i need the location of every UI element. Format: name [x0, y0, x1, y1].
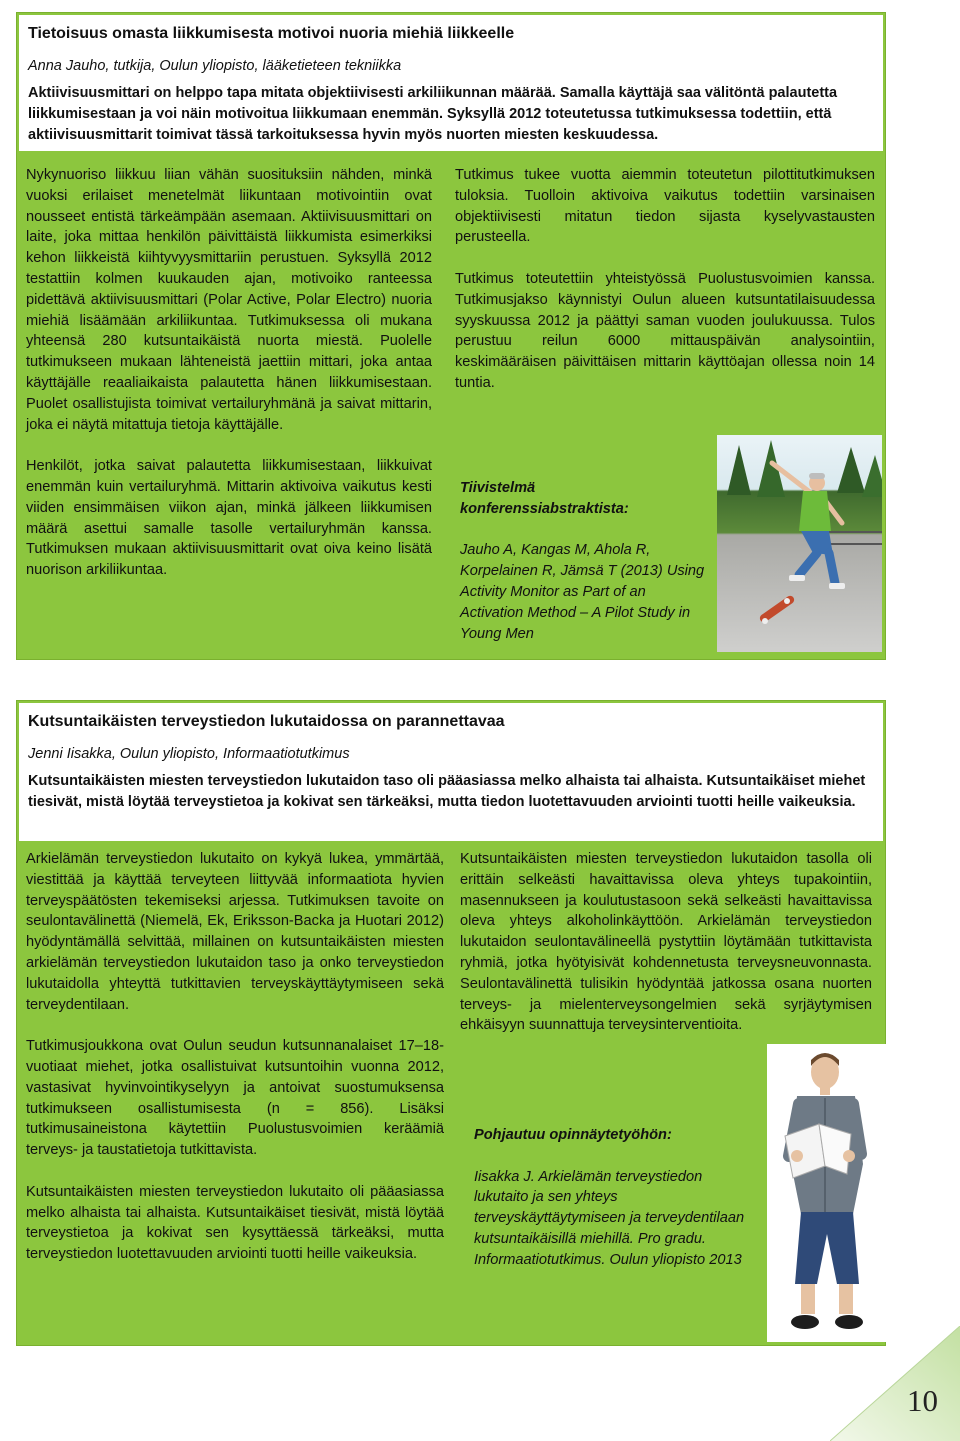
article-title: Tietoisuus omasta liikkumisesta motivoi nuoria miehiä liikkeelle [28, 25, 515, 42]
article-header [17, 13, 885, 153]
skateboarder-illustration [717, 435, 882, 652]
thesis-citation: Iisakka J. Arkielämän terveystiedon lukutaito ja sen yhteys terveyskäyttäytymiseen ja terveydentilaan kutsuntaikäisillä miehillä. Pro gradu. Informaatiotutkimus. Oulun yliopisto 2013 [474, 1168, 745, 1268]
article-header [17, 701, 885, 843]
page-number: 10 [907, 1383, 938, 1418]
article-activity-monitor [16, 12, 886, 660]
article-author: Anna Jauho, tutkija, Oulun yliopisto, lääketieteen tekniikka [28, 58, 402, 74]
skateboarder-photo [717, 435, 882, 652]
left-column [26, 165, 432, 581]
page-corner-decoration [830, 1326, 960, 1441]
abstract-reference [460, 478, 705, 644]
right-column [455, 165, 875, 394]
thesis-heading: Pohjautuu opinnäytetyöhön: [474, 1127, 672, 1143]
young-man-reading-photo [767, 1044, 887, 1342]
paragraph: Kutsuntaikäisten miesten terveystiedon lukutaito oli pääasiassa melko alhaista tai alhaista. Kutsuntaikäiset tiesivät, mistä löytää terveystietoa ja kokivat sen kysyttäessä tärkeäksi, mutta terveystiedon luotettavuuden arviointi tuotti heille vaikeuksia. [26, 1183, 444, 1263]
article-lead: Aktiivisuusmittari on helppo tapa mitata objektiivisesti arkiliikunnan määrää. Samalla käyttäjä saa välitöntä palautetta liikkumisestaan ja voi näin motivoitua liikkumaan enemmän. Syksyllä 2012 toteutetussa tutkimuksessa todettiin, että aktiivisuusmittarit toimivat tässä tarkoituksessa hyvin myös nuorten miesten keskuudessa. [28, 85, 838, 143]
abstract-heading: Tiivistelmä konferenssiabstraktista: [460, 480, 629, 517]
paragraph: Kutsuntaikäisten miesten terveystiedon lukutaidon tasolla oli erittäin selkeästi havaittavissa oleva yhteys tupakointiin, masennukseen ja koulutustasoon sekä selkeästi havaittavissa oleva yhteys alkoholinkäyttöön. Arkielämän terveystiedon lukutaidon seulontavälineellä pystyttiin löytämään tutkittavista ryhmiä, jotka hyötyisivät kohdennetusta terveysneuvonnasta. Seulontavälinettä tulisikin hyödyntää jatkossa osana nuorten terveys- ja mielenterveysongelmien sekä syrjäytymisen ehkäisyyn suunnattuja terveysinterventioita. [460, 851, 872, 1034]
paragraph: Arkielämän terveystiedon lukutaito on kykyä lukea, ymmärtää, viestittää ja käyttää terveyteen liittyvää informaatiota hyvien terveyspäätösten tekemiseksi arjessa. Tutkimuksen tavoite on seulontavälinettä (Niemelä, Ek, Eriksson-Backa ja Huotari 2012) hyödyntämällä selvittää, millainen on kutsuntaikäisten miesten arkielämän terveystiedon lukutaidon taso ja onko terveystiedon lukutaidolla yhteyttä tutkittavien terveyskäyttäytymiseen sekä terveydentilaan. [26, 851, 444, 1013]
article-title: Kutsuntaikäisten terveystiedon lukutaidossa on parannettavaa [28, 713, 505, 730]
article-author: Jenni Iisakka, Oulun yliopisto, Informaatiotutkimus [28, 746, 350, 762]
right-column [460, 849, 872, 1036]
thesis-reference [474, 1125, 749, 1271]
paragraph: Henkilöt, jotka saivat palautetta liikkumisestaan, liikkuivat enemmän kuin vertailuryhmä. Mittarin aktivoiva vaikutus kesti viiden ensimmäisen viikon ajan, minkä jälkeen liikkumisen määrä asettui samalle tasolle vertailuryhmän kanssa. Tutkimuksen mukaan aktiivisuusmittarit ovat oiva keino lisätä nuorison arkiliikuntaa. [26, 458, 432, 579]
paragraph: Tutkimus tukee vuotta aiemmin toteutetun pilottitutkimuksen tuloksia. Tuolloin aktivoiva vaikutus todettiin varsinaisen objektiivisesti mitatun tiedon sijasta kyselyvastausten perusteella. [455, 167, 875, 246]
young-man-illustration [767, 1044, 887, 1342]
left-column [26, 849, 444, 1265]
article-health-literacy [16, 700, 886, 1346]
paragraph: Tutkimus toteutettiin yhteistyössä Puolustusvoimien kanssa. Tutkimusjakso käynnistyi Oulun alueen kutsuntatilaisuudessa syyskuussa 2012 ja päättyi saman vuoden joulukuussa. Tulos perustuu reilun 6000 mittauspäivän analysointiin, keskimääräisen päivittäisen mittarin käyttöajan ollessa noin 14 tuntia. [455, 270, 875, 391]
abstract-citation: Jauho A, Kangas M, Ahola R, Korpelainen R, Jämsä T (2013) Using Activity Monitor as Part of an Activation Method – A Pilot Study in Young Men [460, 542, 705, 642]
paragraph: Tutkimusjoukkona ovat Oulun seudun kutsunnanalaiset 17–18-vuotiaat miehet, jotka osallistuivat kutsuntoihin vuonna 2012, vastasivat hyvinvointikyselyyn ja antoivat suostumuksensa tutkimukseen osallistumisesta (n = 856). Lisäksi tutkimusaineistona käytettiin Puolustusvoimien keräämiä terveys- ja taustatietoja tutkittavista. [26, 1038, 444, 1159]
paragraph: Nykynuoriso liikkuu liian vähän suosituksiin nähden, minkä vuoksi erilaiset menetelmät liikuntaan motivointiin ovat nousseet entistä tärkeämpään asemaan. Aktiivisuusmittari on laite, joka mittaa henkilön päivittäistä liikkumista esimerkiksi kehon liikkeistä kiihtyvyysmittariin perustuen. Syksyllä 2012 testattiin kolmen kuukauden ajan, motivoiko ranteessa pidettävä aktiivisuusmittari (Polar Active, Polar Electro) nuoria miehiä lisäämään arkiliikuntaa. Tutkimuksessa oli mukana yhteensä 280 kutsuntaikäistä nuorta miestä. Puolelle tutkimukseen mukaan lähteneistä jaettiin mittari, joka antaa käyttäjälle reaaliaikaista palautetta hänen liikkumisestaan. Puolet osallistujista toimivat vertailuryhmänä ja saivat mittarin, joka ei näytä mitattuja tietoja käyttäjälle. [26, 167, 432, 433]
article-lead: Kutsuntaikäisten miesten terveystiedon lukutaidon taso oli pääasiassa melko alhaista tai alhaista. Kutsuntaikäiset miehet tiesivät, mistä löytää terveystietoa ja kokivat sen tärkeäksi, mutta tiedon luotettavuuden arviointi tuotti heille vaikeuksia. [28, 773, 866, 810]
